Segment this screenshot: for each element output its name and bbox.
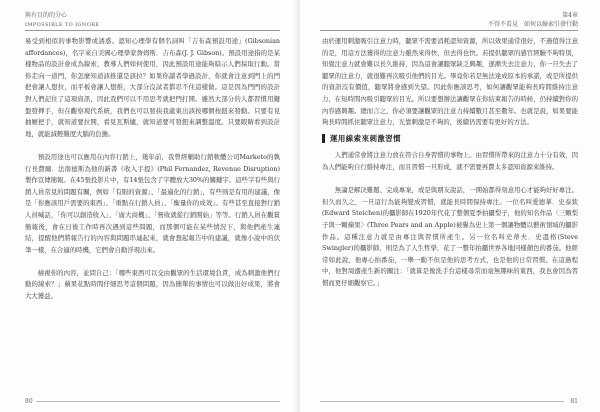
running-head-chapter: 第4章 bbox=[562, 12, 578, 19]
running-head-title: 與有目的的分心 bbox=[25, 12, 68, 19]
page-number: 81 bbox=[570, 398, 578, 405]
section-heading bbox=[322, 133, 578, 145]
header-rule bbox=[320, 30, 578, 31]
paragraph-gap bbox=[25, 140, 280, 152]
paragraph: 人們通常會將注意力放在符合自身習慣的事物上。由習慣所帶來的注意力十分有效，因為人們能夠自行維持專注，而且習慣一旦形成，就不需要再費太多認知資源來維持。 bbox=[322, 151, 578, 171]
paragraph: 檢視你的內容，並問自己：「哪些東西可以交由觀眾的生活環境負責，成為刺激他們行動的線索？」蘋果花點時間仔細思考這個問題，因為簡單的事情也可以做出好成果，將會大大獲益。 bbox=[25, 268, 280, 301]
running-head-english: IMPOSSIBLE TO IGNORE bbox=[25, 21, 100, 28]
footer-rule bbox=[36, 401, 280, 402]
footer-rule bbox=[320, 401, 564, 402]
running-head-right bbox=[488, 12, 578, 29]
paragraph: 無論是解決難題、完成專案，或是與朋友說話，一開始都得刻意用心才能夠好好專注。但久而久之，一旦這行為能夠變成習慣，就能長時間保持專注。一位名叫愛德華．史泰欽(Edward Steichen)的攝影師在1920年代花了整個夏季拍攝梨子，他的知名作品〈三顆梨子與一顆蘋果〉(Three Pears and an Apple)被譽為史上第一個讓物體以藝術領域的攝影作品。這種注意力就是由專注與習慣所產生。另一位名叫史蒂夫．史溫格(Steve Swingler)的攝影師，則是為了人生哲學，花了一整年拍攝世界各地同樣顏色的番茄。他經常如此說，他專心拍番茄，一舉一動不但是他的思考方式，也是他的日常習慣。在這過程中，他對周遭產生新的關注：「就算是像洗手台這樣尋常而毫無趣味的東西，我也會因為習慣而更仔細觀察它。」 bbox=[322, 186, 578, 287]
running-head-subtitle: 不得不看見 如何以線索引發行動 bbox=[487, 20, 578, 28]
running-head-left bbox=[25, 12, 99, 29]
right-body-text bbox=[322, 36, 578, 289]
heading-marker bbox=[322, 134, 325, 143]
paragraph-gap bbox=[25, 256, 280, 268]
paragraph: 預設用途也可以應用在內容行銷上，幾年前，我曾經輔助行銷軟體公司Marketo的執行長費爾．法南德斯為他的新書《收入手提》(Phil Fernandez, Revenue Disruption)製作宣傳簡報。在45張投影片中，有14張包含了字體放大30%的關鍵字。這些字有些與行銷人員常見的問題有關，例如「有限的資源」、「最適化的行銷」，有些則是有用的建議，像是「你應該用戶需要的東西」、「重點在行銷人員」、「衡量你的成效」。有些甚至直接對行銷人員喊話，「你可以創造收入」、「廣大商機」、「營收就從行銷開始」等等。行銷人員在觀賞簡報後，會在日後工作時再次遇到這些問題，而那個可能在某些情況下，與他們產生連結，提醒他們將報告行的內容與問題串連起來，就會想起報告中的建議，就像小說中的伏筆一樣，在合適的時機，它們會自動浮現出來。 bbox=[25, 152, 280, 254]
paragraph: 易受到相似的事物影響或誘惑。認知心理學有個名詞叫「吉布森預設用途」(Gibsonian affordances)，名字來自美國心理學家詹姆斯．吉布森(J. J. Gibson)。預設用途指的是某樣物品的設計會成為線索，教導人們如何使用，因此預設用途能夠暗示人們採取行動。當你走向一道門，你怎麼知道該推還是該拉？如果你讀者學過設計，你就會注意到門上的門把會讓人想拉，而平板會讓人想推，大部分沒試者都忍不住這樣做。這是因為門門的設計對人們記住了這項資訊，因此我們可以不用思考就把門打開。雖然大部分的人都習慣用鍵盤發揮手，但在觀察現代系統，我們也可以發抉我處東出該按哪個按鈕來發動。只要有見抽屜把手，就知道要拉開，看見瓦斯爐，就知道要可發鈕來調整溫度。只要眼睛看到設計地，就能減輕難度大腦的負擔。 bbox=[25, 37, 280, 138]
header-rule bbox=[25, 30, 280, 31]
right-page bbox=[300, 0, 600, 412]
paragraph-gap bbox=[322, 174, 578, 186]
left-body-text bbox=[25, 36, 280, 303]
section-heading-text: 運用線索來刺激習慣 bbox=[330, 133, 402, 143]
paragraph: 由於運用刺激吸引注意力時，聽眾不需要消耗認知資源，所以效果通常很好，不過值得注意的是，用這方法獲得的注意力雖然來得快，但去得也快。若提供聽眾的感官經驗不夠特別，知覺注意力就會難以長久維持，因為這會讓聽眾缺乏興趣，逐漸失去注意力，你一旦失去了聽眾的注意力，就很難再次吸引他們的目光。畢竟你若是無法達成原本的承諾，或是所提供的資訊沒有價值，聽眾將會感到失望。因此你應該思考，如何讓觀眾能夠長時間維持注意力，在短時間內吸引聽眾的目光。所以要想辦法讓觀眾在你結束報告的時候，仍持續對你的內容感興趣。總而言之，你必須要讓觀眾的注意力持續數月甚至數年。也就是說，如果要能夠長時間抓住聽眾注意力，光靠刺激是不夠的，後續仍需要有更好的方法。 bbox=[322, 37, 578, 127]
page-number: 80 bbox=[25, 398, 33, 405]
